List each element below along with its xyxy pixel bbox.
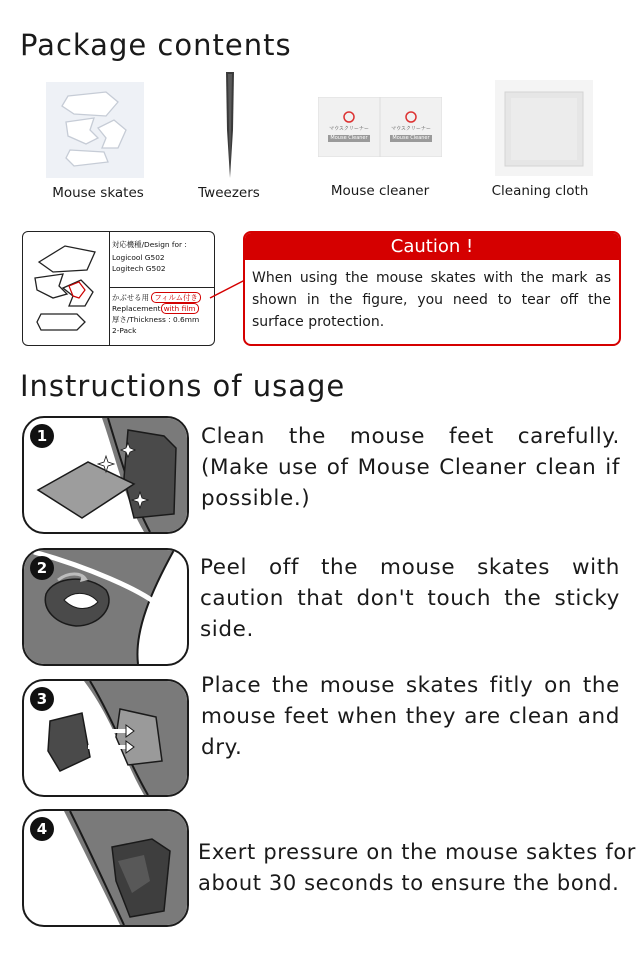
caution-box: [243, 231, 621, 346]
tweezers-label: Tweezers: [198, 185, 260, 201]
step-2-number-badge: 2: [30, 556, 54, 580]
step-4-text: Exert pressure on the mouse saktes for about 30 seconds to ensure the bond.: [198, 840, 636, 895]
step-3-text: Place the mouse skates fitly on the mouse feet when they are clean and dry.: [201, 673, 620, 760]
caution-pointer-line: [208, 278, 248, 302]
tweezers-image: [218, 70, 242, 180]
mouse-cleaner-image: [318, 97, 442, 157]
mouse-skates-label: Mouse skates: [52, 185, 144, 201]
step-2-text: Peel off the mouse skates with caution that don't touch the sticky side.: [200, 555, 620, 642]
step-3-illustration: [22, 679, 189, 797]
cleaning-cloth-image: [495, 80, 593, 176]
cleaning-cloth-label: Cleaning cloth: [491, 183, 589, 199]
package-contents-heading: Package contents: [20, 28, 292, 62]
step-1-illustration: [22, 416, 189, 534]
design-for-text: 対応機種/Design for :: [112, 240, 187, 249]
replacement-jp-line: [112, 293, 201, 304]
model-logicool: Logicool G502: [112, 253, 165, 262]
thickness-text: 厚さ/Thickness : 0.6mm: [112, 315, 200, 324]
replacement-en-prefix: Replacement: [112, 304, 161, 313]
caution-title: Caution !: [245, 233, 619, 260]
cleaner-pack-text-1: マウスクリーナー: [329, 126, 369, 132]
cleaner-pack-label-1: Mouse Cleaner: [330, 135, 368, 141]
cleaner-pack-label-2: Mouse Cleaner: [392, 135, 430, 141]
with-film-jp-badge: フィルム付き: [151, 292, 200, 303]
model-logitech: Logitech G502: [112, 264, 166, 273]
with-film-en-badge: with film: [161, 303, 199, 314]
cleaner-pack-text-2: マウスクリーナー: [391, 126, 431, 132]
step-4-number-badge: 4: [30, 817, 54, 841]
step-3-number-badge: 3: [30, 687, 54, 711]
step-1-text: Clean the mouse feet carefully. (Make use of Mouse Cleaner clean if possible.): [201, 424, 620, 511]
instructions-heading: Instructions of usage: [20, 369, 346, 403]
skate-shapes-icon: [29, 240, 105, 338]
replacement-jp-prefix: かぶせる用: [112, 293, 149, 302]
step-1-number-badge: 1: [30, 424, 54, 448]
step-2-illustration: [22, 548, 189, 666]
product-spec-label: [22, 231, 215, 346]
replacement-en-line: [112, 304, 199, 315]
step-4-illustration: [22, 809, 189, 927]
pack-count-text: 2-Pack: [112, 326, 137, 335]
mouse-cleaner-label: Mouse cleaner: [330, 183, 430, 199]
caution-text: When using the mouse skates with the mark as shown in the figure, you need to tear off the surface protection.: [252, 270, 611, 330]
mouse-skates-image: [46, 82, 144, 178]
